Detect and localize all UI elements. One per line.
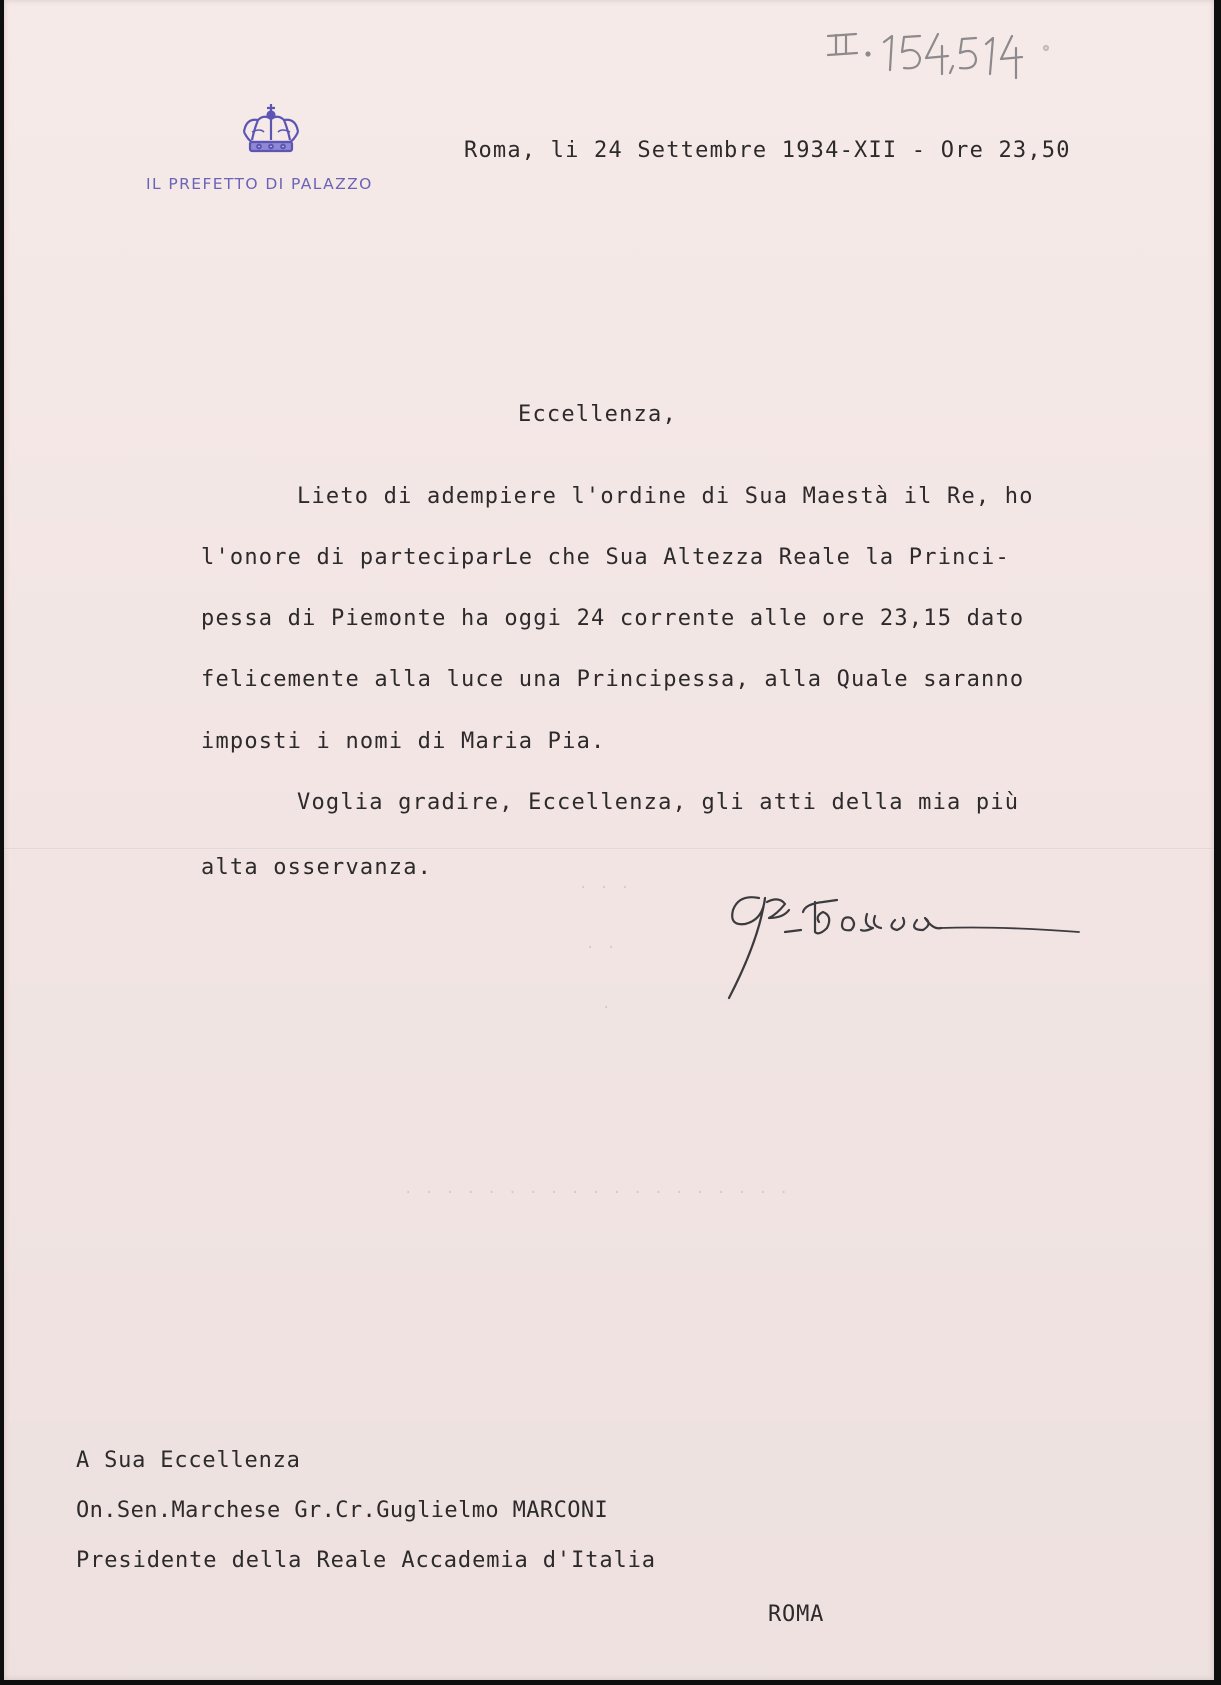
archive-number-handwritten (826, 26, 1056, 82)
body-line: imposti i nomi di Maria Pia. (201, 729, 606, 754)
body-line: alta osservanza. (201, 855, 433, 880)
address-line-3: Presidente della Reale Accademia d'Italia (76, 1548, 656, 1573)
letter-sheet (4, 0, 1214, 1680)
body-line: l'onore di parteciparLe che Sua Altezza Reale la Princi- (201, 545, 1010, 570)
salutation: Eccellenza, (518, 402, 677, 427)
address-line-1: A Sua Eccellenza (76, 1448, 301, 1473)
body-line: Voglia gradire, Eccellenza, gli atti della mia più (297, 790, 1020, 815)
body-line: Lieto di adempiere l'ordine di Sua Maestà il Re, ho (297, 484, 1034, 509)
show-through-mark: · (602, 1000, 613, 1016)
dateline: Roma, li 24 Settembre 1934-XII - Ore 23,50 (464, 138, 1071, 163)
crown-emblem-icon (240, 102, 306, 160)
body-line: pessa di Piemonte ha oggi 24 corrente alle ore 23,15 dato (201, 606, 1025, 631)
show-through-mark: · · · · · · · · · · · · · · · · · · · (404, 1185, 790, 1201)
body-line: felicemente alla luce una Principessa, alla Quale saranno (201, 667, 1025, 692)
handwritten-signature (719, 880, 1179, 1005)
show-through-mark: · · (586, 940, 618, 956)
letterhead-title: IL PREFETTO DI PALAZZO (146, 175, 373, 193)
paper-fold-line (4, 848, 1214, 850)
show-through-mark: · · · (579, 880, 632, 896)
address-line-2: On.Sen.Marchese Gr.Cr.Guglielmo MARCONI (76, 1498, 609, 1523)
address-city: ROMA (768, 1602, 825, 1627)
